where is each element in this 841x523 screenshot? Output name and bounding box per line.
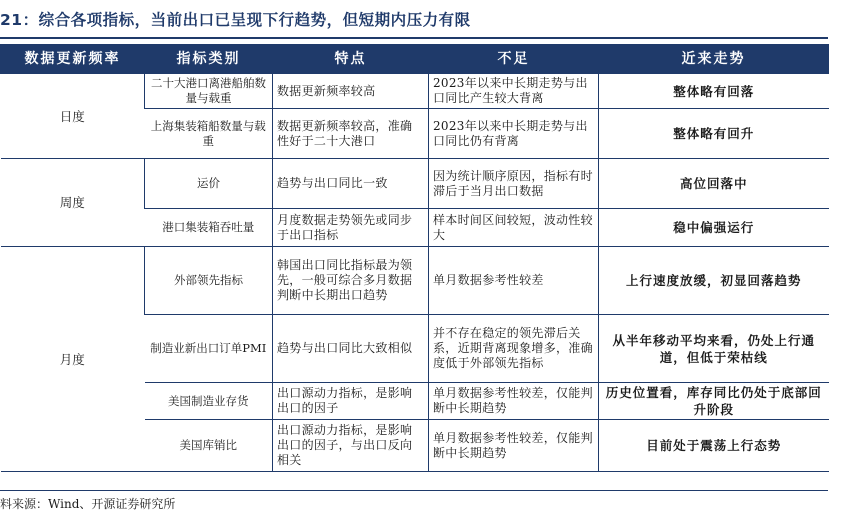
- indicator-cell: 运价: [145, 159, 273, 209]
- indicator-cell: 美国制造业存货: [145, 383, 273, 420]
- shortcoming-cell: 2023年以来中长期走势与出口同比仍有背离: [429, 109, 599, 159]
- indicator-cell: 制造业新出口订单PMI: [145, 315, 273, 383]
- header-row: [1, 45, 829, 74]
- indicator-cell: 外部领先指标: [145, 247, 273, 315]
- table-row: [1, 159, 829, 209]
- shortcoming-cell: 单月数据参考性较差，仅能判断中长期趋势: [429, 420, 599, 472]
- indicator-cell: 上海集装箱船数量与载重: [145, 109, 273, 159]
- header-feature: 特点: [273, 45, 429, 74]
- feature-cell: 趋势与出口同比一致: [273, 159, 429, 209]
- feature-cell: 数据更新频率较高: [273, 74, 429, 109]
- trend-cell: 高位回落中: [599, 159, 829, 209]
- trend-cell: 稳中偏强运行: [599, 209, 829, 247]
- feature-cell: 出口源动力指标，是影响出口的因子: [273, 383, 429, 420]
- frequency-monthly: 月度: [1, 247, 145, 472]
- indicator-table: [0, 44, 829, 472]
- frequency-weekly: 周度: [1, 159, 145, 247]
- trend-cell: 上行速度放缓，初显回落趋势: [599, 247, 829, 315]
- indicator-cell: 港口集装箱吞吐量: [145, 209, 273, 247]
- indicator-cell: 美国库销比: [145, 420, 273, 472]
- header-trend: 近来走势: [599, 45, 829, 74]
- feature-cell: 月度数据走势领先或同步于出口指标: [273, 209, 429, 247]
- table-row: [1, 247, 829, 315]
- shortcoming-cell: 并不存在稳定的领先滞后关系，近期背离现象增多，准确度低于外部领先指标: [429, 315, 599, 383]
- trend-cell: 历史位置看，库存同比仍处于底部回升阶段: [599, 383, 829, 420]
- frequency-daily: 日度: [1, 74, 145, 159]
- header-shortcoming: 不足: [429, 45, 599, 74]
- indicator-cell: 二十大港口离港船舶数量与载重: [145, 74, 273, 109]
- trend-cell: 整体略有回升: [599, 109, 829, 159]
- shortcoming-cell: 因为统计顺序原因，指标有时滞后于当月出口数据: [429, 159, 599, 209]
- bottom-divider: [0, 490, 828, 491]
- table-row: [1, 74, 829, 109]
- trend-cell: 整体略有回落: [599, 74, 829, 109]
- header-indicator: 指标类别: [145, 45, 273, 74]
- trend-cell: 从半年移动平均来看，仍处上行通道，但低于荣枯线: [599, 315, 829, 383]
- source-note: 料来源：Wind、开源证券研究所: [0, 497, 176, 511]
- shortcoming-cell: 单月数据参考性较差，仅能判断中长期趋势: [429, 383, 599, 420]
- trend-cell: 目前处于震荡上行态势: [599, 420, 829, 472]
- header-frequency: 数据更新频率: [1, 45, 145, 74]
- feature-cell: 数据更新频率较高，准确性好于二十大港口: [273, 109, 429, 159]
- shortcoming-cell: 2023年以来中长期走势与出口同比产生较大背离: [429, 74, 599, 109]
- feature-cell: 出口源动力指标，是影响出口的因子，与出口反向相关: [273, 420, 429, 472]
- shortcoming-cell: 样本时间区间较短，波动性较大: [429, 209, 599, 247]
- title-divider: [0, 37, 828, 39]
- feature-cell: 韩国出口同比指标最为领先，一般可综合多月数据判断中长期出口趋势: [273, 247, 429, 315]
- feature-cell: 趋势与出口同比大致相似: [273, 315, 429, 383]
- table-title: 21：综合各项指标，当前出口已呈现下行趋势，但短期内压力有限: [0, 11, 471, 29]
- shortcoming-cell: 单月数据参考性较差: [429, 247, 599, 315]
